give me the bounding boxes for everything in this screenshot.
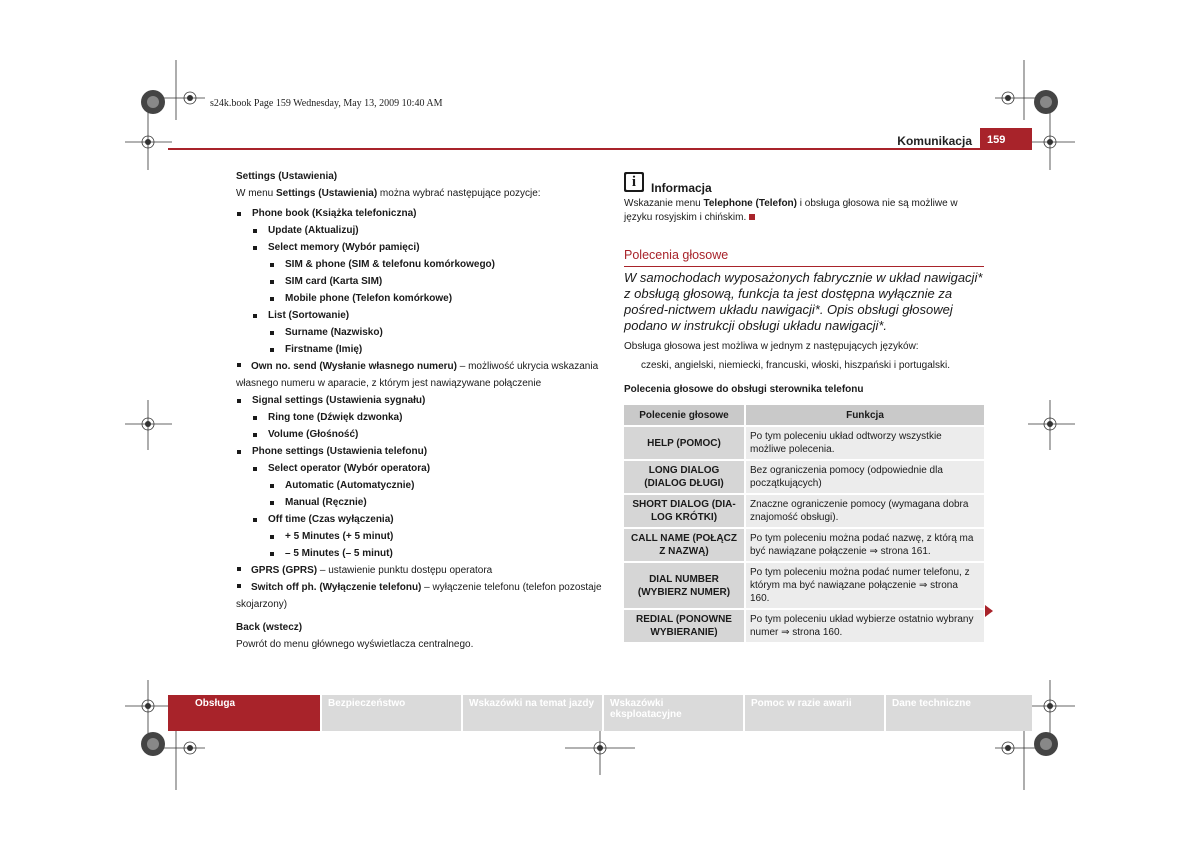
menu-item-label: Signal settings (Ustawienia sygnału)	[252, 395, 426, 406]
menu-item	[236, 307, 606, 324]
menu-item-label: Switch off ph. (Wyłączenie telefonu)	[251, 582, 422, 593]
menu-item-label: Ring tone (Dźwięk dzwonka)	[268, 412, 403, 423]
menu-item	[236, 358, 606, 392]
chapter-tab[interactable]: Pomoc w razie awarii	[743, 695, 884, 731]
voice-command-cell: DIAL NUMBER (WYBIERZ NUMER)	[624, 562, 745, 609]
menu-item	[236, 460, 606, 477]
table-row	[624, 528, 984, 562]
bullet-icon	[237, 567, 241, 571]
end-mark	[749, 214, 755, 220]
bullet-icon	[270, 348, 274, 352]
menu-item-description: – wyłączenie telefonu (telefon pozostaje skojarzony)	[236, 582, 602, 610]
settings-column	[236, 168, 606, 653]
menu-item-label: Phone settings (Ustawienia telefonu)	[252, 446, 428, 457]
menu-item-label: Manual (Ręcznie)	[285, 497, 367, 508]
menu-item-label: Select operator (Wybór operatora)	[268, 463, 431, 474]
section-title: Polecenia głosowe	[624, 248, 984, 267]
chapter-navigation	[168, 695, 1032, 731]
voice-command-cell: REDIAL (PONOWNE WYBIERANIE)	[624, 609, 745, 643]
menu-item	[236, 239, 606, 256]
bullet-icon	[253, 416, 257, 420]
menu-item-label: Select memory (Wybór pamięci)	[268, 242, 420, 253]
menu-item	[236, 562, 606, 579]
table-row	[624, 426, 984, 460]
voice-command-cell: CALL NAME (POŁĄCZ Z NAZWĄ)	[624, 528, 745, 562]
menu-item	[236, 290, 606, 307]
voice-command-cell: LONG DIALOG (DIALOG DŁUGI)	[624, 460, 745, 494]
chapter-tab[interactable]: Wskazówki eksploatacyjne	[602, 695, 743, 731]
menu-item	[236, 494, 606, 511]
chapter-tab[interactable]: Obsługa	[168, 695, 320, 731]
menu-item-label: Own no. send (Wysłanie własnego numeru)	[251, 361, 457, 372]
menu-item-label: – 5 Minutes (– 5 minut)	[285, 548, 393, 559]
bullet-icon	[237, 212, 241, 216]
bullet-icon	[237, 584, 241, 588]
back-heading: Back (wstecz)	[236, 622, 303, 633]
function-cell: Znaczne ograniczenie pomocy (wymagana dobra znajomość obsługi).	[745, 494, 984, 528]
function-cell: Bez ograniczenia pomocy (odpowiednie dla początkujących)	[745, 460, 984, 494]
menu-item	[236, 205, 606, 222]
info-icon: i	[624, 172, 644, 192]
menu-item	[236, 528, 606, 545]
voice-command-cell: SHORT DIALOG (DIA-LOG KRÓTKI)	[624, 494, 745, 528]
settings-intro: W menu Settings (Ustawienia) można wybrać następujące pozycje:	[236, 188, 541, 199]
function-cell: Po tym poleceniu układ wybierze ostatnio wybrany numer ⇒ strona 160.	[745, 609, 984, 643]
settings-menu-list	[236, 205, 606, 613]
menu-item	[236, 579, 606, 613]
bullet-icon	[270, 297, 274, 301]
menu-item-label: Surname (Nazwisko)	[285, 327, 383, 338]
bullet-icon	[270, 484, 274, 488]
menu-item-label: Volume (Głośność)	[268, 429, 359, 440]
menu-item	[236, 477, 606, 494]
menu-item	[236, 222, 606, 239]
table-row	[624, 562, 984, 609]
function-cell: Po tym poleceniu można podać nazwę, z którą ma być nawiązane połączenie ⇒ strona 161.	[745, 528, 984, 562]
bullet-icon	[253, 433, 257, 437]
bullet-icon	[270, 280, 274, 284]
menu-item	[236, 392, 606, 409]
book-info: s24k.book Page 159 Wednesday, May 13, 2009 10:40 AM	[210, 98, 443, 109]
bullet-icon	[270, 535, 274, 539]
menu-item-label: List (Sortowanie)	[268, 310, 350, 321]
languages-list: czeski, angielski, niemiecki, francuski, włoski, hiszpański i portugalski.	[641, 360, 951, 371]
menu-item-label: Firstname (Imię)	[285, 344, 363, 355]
menu-item	[236, 324, 606, 341]
page-number: 159	[980, 128, 1032, 150]
menu-item	[236, 273, 606, 290]
info-title: Informacja	[651, 181, 712, 195]
menu-item	[236, 443, 606, 460]
bullet-icon	[237, 450, 241, 454]
bullet-icon	[270, 552, 274, 556]
bullet-icon	[237, 399, 241, 403]
menu-item-label: Automatic (Automatycznie)	[285, 480, 415, 491]
section-intro: W samochodach wyposażonych fabrycznie w układ nawigacji* z obsługą głosową, funkcja ta jest dostępna wyłącznie za pośred-nictwem układu nawigacji*. Opis obsługi głosowej podano w instrukcji obsługi układu nawigacji*.	[624, 270, 983, 333]
menu-item	[236, 409, 606, 426]
voice-command-cell: HELP (POMOC)	[624, 426, 745, 460]
back-text: Powrót do menu głównego wyświetlacza centralnego.	[236, 639, 474, 650]
menu-item-label: GPRS (GPRS)	[251, 565, 318, 576]
menu-item-label: Update (Aktualizuj)	[268, 225, 359, 236]
menu-item-label: + 5 Minutes (+ 5 minut)	[285, 531, 394, 542]
table-row	[624, 494, 984, 528]
chapter-tab[interactable]: Dane techniczne	[884, 695, 1032, 731]
bullet-icon	[253, 467, 257, 471]
bullet-icon	[253, 518, 257, 522]
bullet-icon	[253, 246, 257, 250]
chapter-tab[interactable]: Wskazówki na temat jazdy	[461, 695, 602, 731]
bullet-icon	[253, 314, 257, 318]
menu-item-label: SIM & phone (SIM & telefonu komórkowego)	[285, 259, 495, 270]
menu-item-description: – możliwość ukrycia wskazania własnego numeru w aparacie, z którym jest nawiązywane połączenie	[236, 361, 599, 389]
menu-item-label: SIM card (Karta SIM)	[285, 276, 383, 287]
chapter-title: Komunikacja	[897, 134, 972, 148]
menu-item	[236, 426, 606, 443]
bullet-icon	[237, 363, 241, 367]
bullet-icon	[253, 229, 257, 233]
table-row	[624, 609, 984, 643]
table-row	[624, 460, 984, 494]
bullet-icon	[270, 501, 274, 505]
menu-item	[236, 545, 606, 562]
continue-arrow-icon	[985, 605, 993, 617]
menu-item	[236, 256, 606, 273]
bullet-icon	[270, 263, 274, 267]
header-rule	[168, 148, 1032, 150]
settings-heading: Settings (Ustawienia)	[236, 171, 338, 182]
voice-commands-table	[624, 405, 984, 644]
languages-lead: Obsługa głosowa jest możliwa w jednym z następujących języków:	[624, 341, 919, 352]
menu-item-label: Off time (Czas wyłączenia)	[268, 514, 394, 525]
info-text: Wskazanie menu Telephone (Telefon) i obsługa głosowa nie są możliwe w języku rosyjskim i chińskim.	[624, 198, 958, 223]
chapter-tab[interactable]: Bezpieczeństwo	[320, 695, 461, 731]
table-header-function: Funkcja	[745, 405, 984, 426]
table-header-command: Polecenie głosowe	[624, 405, 745, 426]
bullet-icon	[270, 331, 274, 335]
menu-item-description: – ustawienie punktu dostępu operatora	[317, 565, 493, 576]
menu-item	[236, 341, 606, 358]
menu-item	[236, 511, 606, 528]
menu-item-label: Mobile phone (Telefon komórkowe)	[285, 293, 453, 304]
menu-item-label: Phone book (Książka telefoniczna)	[252, 208, 417, 219]
function-cell: Po tym poleceniu można podać numer telefonu, z którym ma być nawiązane połączenie ⇒ strona 160.	[745, 562, 984, 609]
table-header-row	[624, 405, 984, 426]
function-cell: Po tym poleceniu układ odtworzy wszystkie możliwe polecenia.	[745, 426, 984, 460]
table-caption: Polecenia głosowe do obsługi sterownika telefonu	[624, 384, 864, 395]
